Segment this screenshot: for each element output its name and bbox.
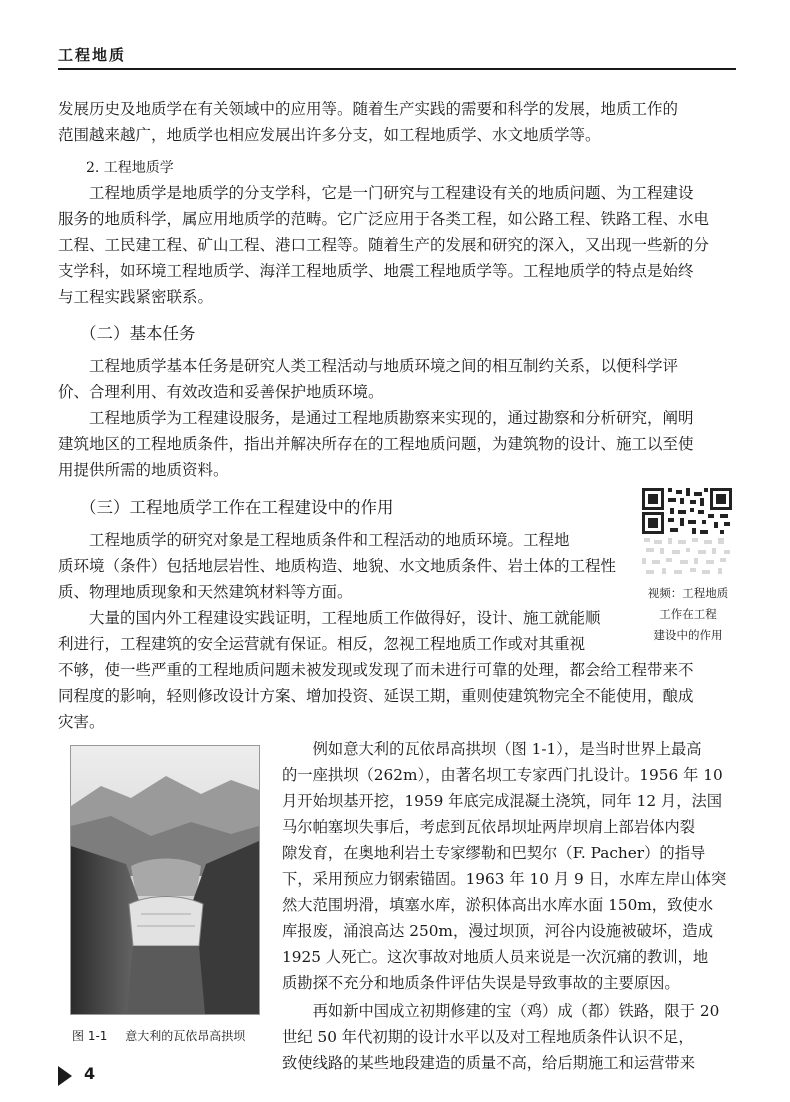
text-line: 的一座拱坝（262m），由著名坝工专家西门扎设计。1956 年 10: [282, 766, 723, 784]
header-title: 工程地质: [58, 46, 127, 64]
text-line: 支学科，如环境工程地质学、海洋工程地质学、地震工程地质学等。工程地质学的特点是始终: [58, 262, 694, 280]
figure-number: 图 1-1: [72, 1029, 108, 1043]
text-line: 发展历史及地质学在有关领域中的应用等。随着生产实践的需要和科学的发展，地质工作的: [58, 100, 679, 118]
qr-caption-line: 建设中的作用: [653, 628, 723, 642]
text-line: 下，采用预应力钢索锚固。1963 年 10 月 9 日，水库左岸山体突: [282, 870, 727, 888]
text-line: 再如新中国成立初期修建的宝（鸡）成（都）铁路，限于 20: [282, 1002, 720, 1020]
role-paragraph-3: [282, 736, 738, 996]
page-number: 4: [84, 1064, 96, 1083]
text-line: 建筑地区的工程地质条件，指出并解决所存在的工程地质问题，为建筑物的设计、施工以至使: [58, 435, 694, 453]
text-line: 世纪 50 年代初期的设计水平以及对工程地质条件认识不足，: [282, 1028, 694, 1046]
text-line: 马尔帕塞坝失事后，考虑到瓦依昂坝址两岸坝肩上部岩体内裂: [282, 818, 696, 836]
text-line: 月开始坝基开挖，1959 年底完成混凝土浇筑，同年 12 月，法国: [282, 792, 723, 810]
text-line: 工程地质学基本任务是研究人类工程活动与地质环境之间的相互制约关系，以便科学评: [58, 357, 679, 375]
text-line: 质、物理地质现象和天然建筑材料等方面。: [58, 583, 353, 601]
basic-tasks-paragraph-2: [58, 405, 738, 483]
text-line: 范围越来越广，地质学也相应发展出许多分支，如工程地质学、水文地质学等。: [58, 126, 601, 144]
geology-paragraph: [58, 180, 738, 310]
text-line: 质勘探不充分和地质条件评估失误是导致事故的主要原因。: [282, 974, 680, 992]
running-header: [58, 38, 736, 70]
subsection-title: 2. 工程地质学: [86, 160, 174, 176]
text-line: 工程地质学为工程建设服务，是通过工程地质勘察来实现的，通过勘察和分析研究，阐明: [58, 409, 694, 427]
text-line: 灾害。: [58, 713, 105, 731]
text-line: 价、合理利用、有效改造和妥善保护地质环境。: [58, 383, 384, 401]
text-line: 隙发育，在奥地利岩土专家缪勒和巴契尔（F. Pacher）的指导: [282, 844, 706, 862]
text-line: 用提供所需的地质资料。: [58, 461, 229, 479]
section-title-role: （三）工程地质学工作在工程建设中的作用: [80, 498, 394, 517]
qr-caption: [630, 583, 746, 646]
qr-code-icon[interactable]: [640, 486, 734, 580]
text-line: 质环境（条件）包括地层岩性、地质构造、地貌、水文地质条件、岩土体的工程性: [58, 557, 617, 575]
text-line: 服务的地质科学，属应用地质学的范畴。它广泛应用于各类工程，如公路工程、铁路工程、水电: [58, 210, 710, 228]
dam-photo: [70, 745, 260, 1015]
section-title-basic-tasks: （二）基本任务: [80, 324, 196, 343]
role-paragraph-2b: [58, 657, 738, 735]
page-arrow-icon: [58, 1066, 72, 1086]
text-line: 利进行，工程建筑的安全运营就有保证。相反，忽视工程地质工作或对其重视: [58, 635, 586, 653]
basic-tasks-paragraph-1: [58, 353, 738, 405]
figure-caption: [72, 1027, 259, 1044]
text-line: 工程、工民建工程、矿山工程、港口工程等。随着生产的发展和研究的深入，又出现一些新的分: [58, 236, 710, 254]
role-paragraph-2a: [58, 605, 628, 657]
intro-paragraph: [58, 96, 738, 148]
text-line: 致使线路的某些地段建造的质量不高，给后期施工和运营带来: [282, 1054, 696, 1072]
qr-caption-line: 视频：工程地质: [647, 586, 729, 600]
text-line: 1925 人死亡。这次事故对地质人员来说是一次沉痛的教训，地: [282, 948, 709, 966]
text-line: 然大范围坍滑，填塞水库，淤积体高出水库水面 150m，致使水: [282, 896, 713, 914]
text-line: 大量的国内外工程建设实践证明，工程地质工作做得好，设计、施工就能顺: [58, 609, 601, 627]
text-line: 工程地质学是地质学的分支学科，它是一门研究与工程建设有关的地质问题、为工程建设: [58, 184, 694, 202]
text-line: 同程度的影响，轻则修改设计方案、增加投资、延误工期，重则使建筑物完全不能使用，酿成: [58, 687, 694, 705]
text-line: 不够，使一些严重的工程地质问题未被发现或发现了而未进行可靠的处理，都会给工程带来不: [58, 661, 694, 679]
text-line: 例如意大利的瓦依昂高拱坝（图 1-1），是当时世界上最高: [282, 740, 702, 758]
text-line: 与工程实践紧密联系。: [58, 288, 214, 306]
figure-title: 意大利的瓦依昂高拱坝: [125, 1029, 246, 1043]
text-line: 库报废，涌浪高达 250m，漫过坝顶，河谷内设施被破坏，造成: [282, 922, 713, 940]
role-paragraph-4: [282, 998, 738, 1076]
qr-caption-line: 工作在工程: [659, 607, 717, 621]
role-paragraph-1: [58, 527, 628, 605]
text-line: 工程地质学的研究对象是工程地质条件和工程活动的地质环境。工程地: [58, 531, 570, 549]
